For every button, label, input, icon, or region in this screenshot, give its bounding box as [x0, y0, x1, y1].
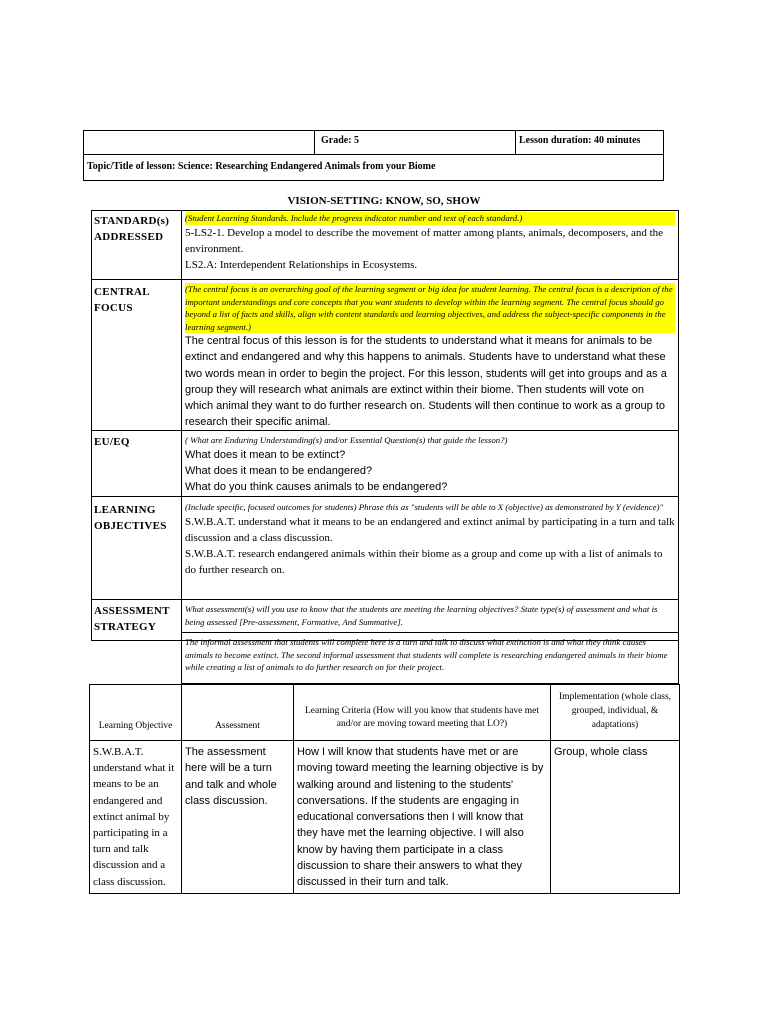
standard-label: STANDARD(s) ADDRESSED [92, 211, 182, 279]
learning-objective-2: S.W.B.A.T. research endangered animals within their biome as a group and come up with a list of animals to do further research on. [185, 547, 663, 576]
learning-objective-1: S.W.B.A.T. understand what it means to be an endangered and extinct animal by participating in a turn and talk discussion and a class discussion. [185, 515, 675, 544]
assessment-column [182, 685, 294, 893]
central-focus-label: CENTRAL FOCUS [92, 280, 182, 430]
lesson-header-table [83, 130, 664, 181]
objective-column [90, 685, 182, 893]
vision-setting-table [91, 210, 679, 641]
grade-cell [314, 130, 516, 155]
standard-content [182, 211, 678, 279]
assessment-strategy-text: The informal assessment that students will complete here is a turn and talk to discuss what extinction is and what they think causes animals to become extinct. The second informal assessment that students will complete is researching endangered animals in their biome while creating a list of animals to do further research on for their project. [185, 637, 668, 672]
central-focus-content [182, 280, 678, 430]
eueq-row [92, 430, 678, 496]
header-blank-cell [83, 130, 315, 155]
central-focus-row [92, 279, 678, 430]
section-title: VISION-SETTING: KNOW, SO, SHOW [287, 195, 481, 207]
standard-line-1: 5-LS2-1. Develop a model to describe the movement of matter among plants, animals, decomposers, and the environment. [185, 226, 664, 255]
criteria-header: Learning Criteria (How will you know that students have met and/or are moving toward meeting that LO?) [304, 706, 540, 729]
assessment-strategy-text-cell [181, 632, 679, 684]
learning-objectives-label: LEARNING OBJECTIVES [92, 497, 182, 599]
objective-header: Learning Objective [98, 721, 173, 731]
eueq-label: EU/EQ [92, 431, 182, 496]
duration-text: Lesson duration: 40 minutes [519, 135, 641, 146]
assessment-strategy-note: What assessment(s) will you use to know that the students are meeting the learning objectives? State type(s) of assessment and what is being assessed [Pre-assessment, Formative, And Summative]. [185, 604, 658, 627]
topic-cell [83, 154, 664, 181]
eueq-question-1: What does it mean to be extinct? [185, 448, 346, 461]
eueq-question-3: What do you think causes animals to be endangered? [185, 481, 448, 494]
learning-objectives-content [182, 497, 678, 599]
standard-row [92, 211, 678, 279]
assessment-header: Assessment [215, 721, 260, 731]
central-focus-note: (The central focus is an overarching goal of the learning segment or big idea for student learning. The central focus is a description of the important understandings and core concepts that you want students to develop within the learning segment. The central focus should go beyond a list of facts and skills, align with content standards and learning objectives, and address the subject-specific components in the learning segment.) [185, 283, 675, 333]
topic-text: Topic/Title of lesson: Science: Researching Endangered Animals from your Biome [87, 161, 436, 172]
eueq-content [182, 431, 678, 496]
implementation-column [551, 685, 679, 893]
assessment-plan-table [89, 684, 680, 894]
learning-objectives-note: (Include specific, focused outcomes for students) Phrase this as "students will be able to X (objective) as demonstrated by Y (evidence)" [185, 502, 664, 512]
standard-line-2: LS2.A: Interdependent Relationships in Ecosystems. [185, 258, 418, 271]
standard-note: (Student Learning Standards. Include the progress indicator number and text of each standard.) [185, 212, 675, 225]
duration-cell [515, 130, 664, 155]
central-focus-text: The central focus of this lesson is for the students to understand what it means for animals to be extinct and endangered and why this happens to animals. Students have to understand what these two words mean in order to begin the project. For this lesson, students will get into groups and as a group they will research what animals are extinct within their biome. Then students will vote on which animal they want to do further research on. Students will then continue to work as a group to research their specific animal. [185, 335, 667, 429]
grade-text: Grade: 5 [321, 135, 360, 146]
implementation-header: Implementation (whole class, grouped, individual, & adaptations) [558, 692, 672, 730]
assessment-cell: The assessment here will be a turn and talk and whole class discussion. [185, 746, 277, 807]
criteria-cell: How I will know that students have met or are moving toward meeting the learning objective is by walking around and listening to the students' conversations. If the students are engaging in educational conversations then I will know that they have met the learning objective. I will also know by having them participate in a class discussion to share their answers to what they discussed in their turn and talk. [297, 746, 544, 889]
eueq-question-2: What does it mean to be endangered? [185, 464, 373, 477]
objective-cell: S.W.B.A.T. understand what it means to be an endangered and extinct animal by participating in a turn and talk discussion and a class discussion. [93, 746, 175, 888]
criteria-column [294, 685, 551, 893]
learning-objectives-row [92, 496, 678, 599]
assessment-strategy-label: ASSESSMENT STRATEGY [92, 600, 182, 642]
implementation-cell: Group, whole class [554, 746, 648, 758]
eueq-note: ( What are Enduring Understanding(s) and/or Essential Question(s) that guide the lesson?) [185, 435, 508, 445]
